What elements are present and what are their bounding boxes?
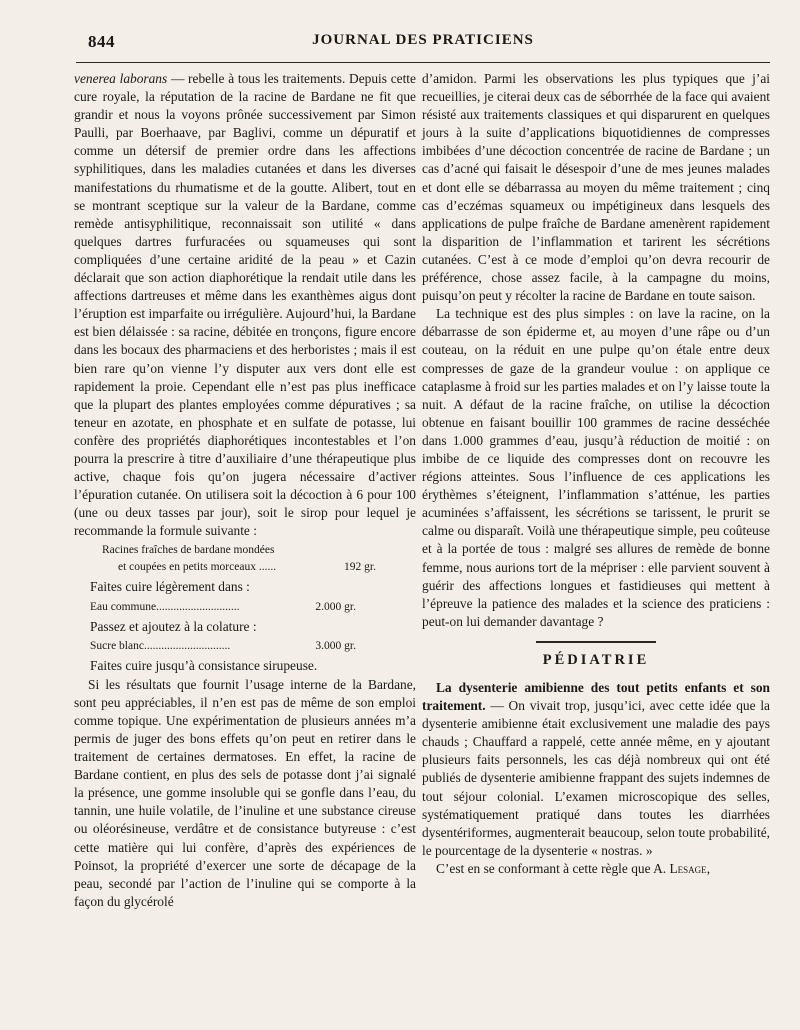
recipe-block: [74, 599, 416, 616]
paragraph: [422, 679, 770, 860]
recipe-line: [74, 559, 416, 576]
left-column: [74, 70, 416, 911]
section-rule: [536, 641, 656, 643]
recipe-block: [74, 638, 416, 655]
recipe-ingredient: et coupées en petits morceaux ......: [118, 561, 277, 574]
recipe-quantity: 3.000 gr.: [315, 639, 356, 652]
recipe-instruction: Faites cuire jusqu’à consistance sirupeuse.: [90, 657, 318, 673]
page-number: 844: [88, 32, 115, 51]
paragraph-text: ,: [706, 860, 711, 876]
syrup-recipe: [74, 542, 416, 576]
section-title: PÉDIATRIE: [542, 651, 650, 668]
italic-phrase: venerea laborans: [74, 71, 168, 86]
running-title: JOURNAL DES PRATICIENS: [312, 32, 534, 48]
recipe-line: [74, 638, 416, 655]
paragraph-text: — On vivait trop, jusqu’ici, avec cette idée que la dysenterie amibienne était exclusivement une maladie des pays chauds ; Chauffard a rappelé, cette année même, en y ajoutant plusieurs faits personnels, les cas déjà nombreux qui ont été publiés de dysenterie amibienne frappant des sujets indemnes de tout séjour colonial. L’examen microscopique des selles, systématiquement pratiqué dans toutes les diarrhées dysentériformes, augmenterait beaucoup, selon toute probabilité, le pourcentage de la dysenterie « nostras. »: [422, 698, 770, 858]
paragraph: d’amidon. Parmi les observations les plus typiques que j’ai recueillies, je citerai deux cas de séborrhée de la face qui avaient résisté aux traitements classiques et qui disparurent en quelques jours à la suite d’applications biquotidiennes de compresses imbibées d’une décoction concentrée de racine de Bardane ; un cas d’acné qui faisait le désespoir d’une de mes jeunes malades et dont elle se débarrassa au moyen du même traitement ; cinq cas d’eczémas squameux ou impétigineux dans lesquels des applications de pulpe fraîche de Bardane amenèrent rapidement la disparition de l’inflammation et tarirent les sécrétions cutanées. C’est à ce mode d’emploi qu’on devra recourir de préférence, chose assez facile, à la campagne du moins, puisqu’on peut y récolter la racine de Bardane en toute saison.: [422, 71, 770, 304]
recipe-ingredient: Sucre blanc..............................: [90, 639, 231, 652]
paragraph: La technique est des plus simples : on lave la racine, on la débarrasse de son épiderme et, au moyen d’une râpe ou d’un couteau, on la réduit en une pulpe qu’on étale entre deux compresses de gaze de la grandeur voulue : on applique ce cataplasme à froid sur les parties malades et on l’y laisse toute la nuit. A défaut de la racine fraîche, on utilise la décoction obtenue en faisant bouillir 100 grammes de racine desséchée dans 1.000 grammes d’eau, jusqu’à réduction de moitié : on imbibe de ce liquide des compresses dont on recouvre les régions atteintes. Sous l’influence de ces applications les érythèmes s’éteignent, l’inflammation s’atténue, les parties acuminées s’affaissent, les sécrétions se tarissent, le prurit se calme ou disparaît. Voilà une thérapeutique simple, peu coûteuse et à la portée de tous : malgré ses allures de remède de bonne femme, nous aurions tort de la mépriser : elle parvient souvent à guérir des affections longues et fastidieuses qui mettent à l’épreuve la patience des malades et la science des praticiens : peut-on lui demander davantage ?: [422, 306, 770, 629]
recipe-quantity: 192 gr.: [344, 561, 376, 574]
recipe-line: [74, 599, 416, 616]
right-column: [422, 70, 770, 878]
header-rule: [76, 62, 770, 63]
article-title: La dysenterie amibienne des tout petits enfants et son traitement.: [422, 680, 770, 714]
recipe-ingredient: Eau commune.............................: [90, 600, 240, 613]
recipe-quantity: 2.000 gr.: [315, 600, 356, 613]
paragraph: [422, 860, 770, 878]
recipe-line: Racines fraîches de bardane mondées: [102, 544, 275, 557]
paragraph-text: C’est en se conformant à cette règle que A.: [436, 860, 670, 876]
page-header: [76, 28, 770, 58]
recipe-instruction: Passez et ajoutez à la colature :: [90, 618, 257, 634]
paragraph: Si les résultats que fournit l’usage interne de la Bardane, sont peu appréciables, il n’en est pas de même de son emploi comme topique. Une expérimentation de plusieurs années m’a permis de juger des bons effets qu’on peut en retirer dans le traitement de certaines dermatoses. En effet, la racine de Bardane contient, en plus des sels de potasse dont j’ai signalé la présence, une gomme insoluble qui se gonfle dans l’eau, du tannin, une huile volatile, de l’inuline et une substance cireuse ou oléorésineuse, verdâtre et de consistance butyreuse : c’est cette matière qui lui confère, d’après des expériences de Poinsot, la propriété d’exercer une sorte de décapage de la peau, secondé par l’action de l’inuline qui se comporte à la façon du glycérolé: [74, 676, 416, 909]
recipe-instruction: Faites cuire légèrement dans :: [90, 579, 250, 595]
paragraph: [74, 70, 416, 540]
paragraph-text: — rebelle à tous les traitements. Depuis cette cure royale, la réputation de la racine de Bardane ne fit que grandir et nous la voyons prônée successivement par Simon Paulli, par Boerhaave, par Baglivi, comme un dépuratif et comme un détersif de premier ordre dans les affections syphilitiques, dans les maladies cutanées et dans les diverses manifestations du rhumatisme et de la goutte. Alibert, tout en se montrant sceptique sur la valeur de la Bardane, comme remède antisyphilitique, reconnaissait son utilité « dans quelques dartres furfuracées ou squameuses qui sont compliquées d’une certaine aridité de la peau » et Cazin déclarait que son action diaphorétique la rendait utile dans les affections dartreuses et même dans les exanthèmes aigus dont l’éruption est imparfaite ou irrégulière. Aujourd’hui, la Bardane est bien délaissée : sa racine, débitée en tronçons, figure encore dans les bocaux des pharmaciens et des herboristes ; mais il est bien rare qu’on vienne l’y disputer aux vers dont elle est rapidement la proie. Cependant elle n’est pas plus inefficace que la plupart des plantes employées comme dépuratives ; sa teneur en azotate, en phosphate et en sulfate de potasse, lui confère des propriétés diaphorétiques incontestables et l’on pourra la prescrire à titre d’auxiliaire d’une thérapeutique plus active, chaque fois qu’on jugera nécessaire d’activer l’épuration cutanée. On utilisera soit la décoction à 6 pour 100 (une ou deux tasses par jour), soit le sirop pour lequel je recommande la formule suivante :: [74, 71, 416, 539]
author-name: Lesage: [669, 860, 707, 876]
